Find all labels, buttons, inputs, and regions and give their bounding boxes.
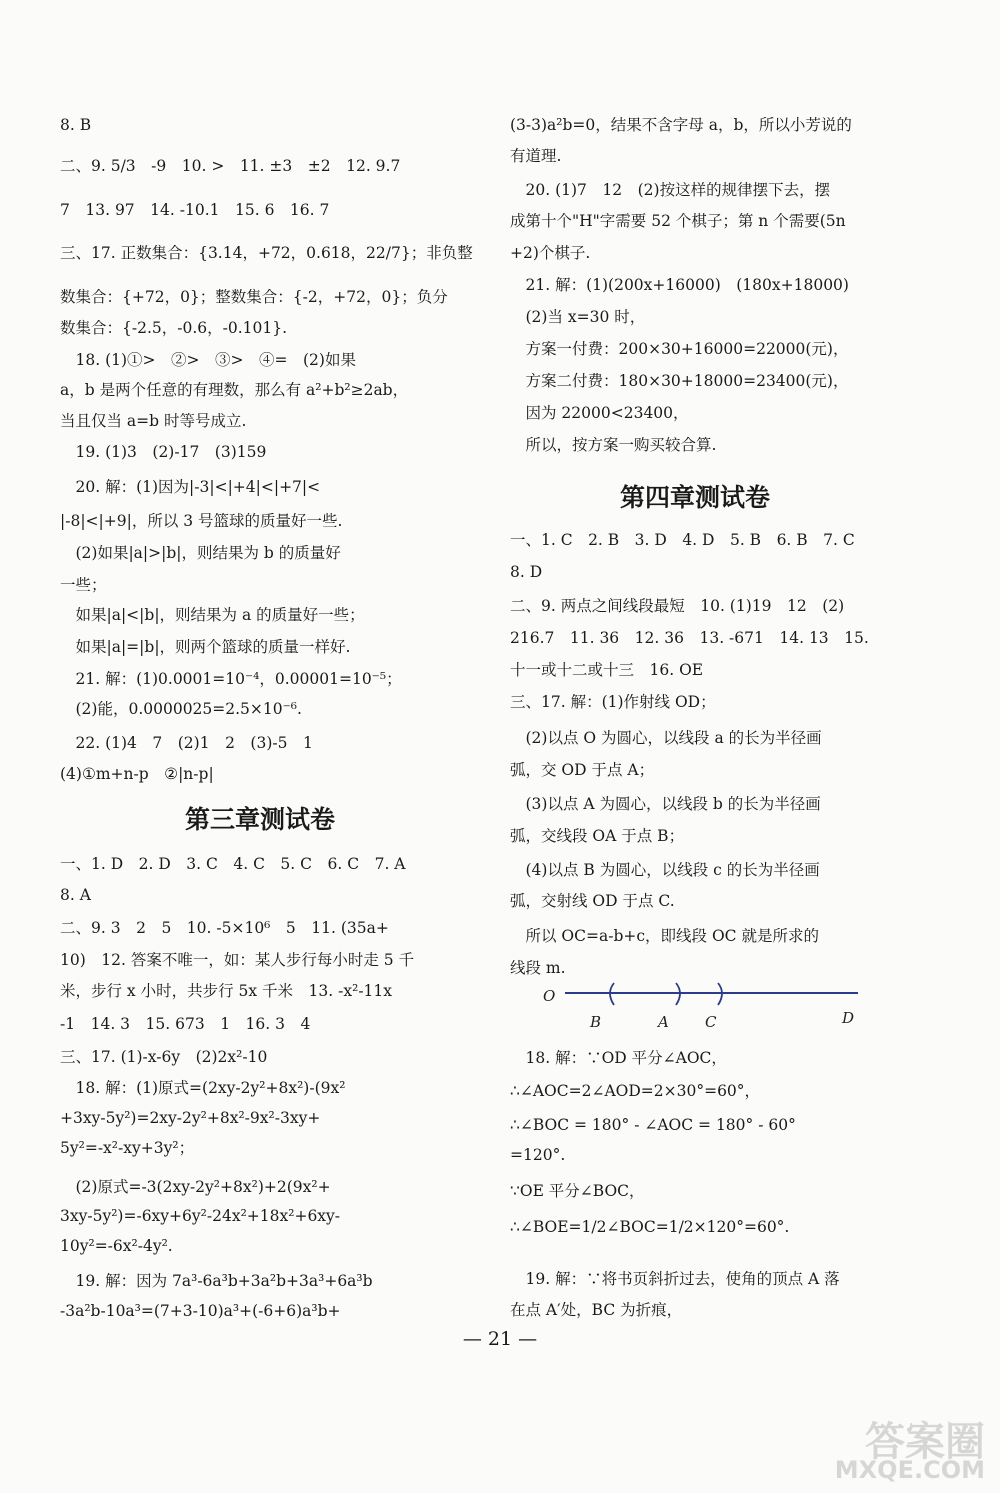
right-line: 十一或十二或十三 16. OE xyxy=(510,661,704,679)
right-line: 所以，按方案一购买较合算. xyxy=(510,436,717,454)
right-line: 21. 解：(1)(200x+16000) (180x+18000) xyxy=(510,276,849,294)
left-line: 二、9. 5/3 -9 10. > 11. ±3 ±2 12. 9.7 xyxy=(60,157,401,175)
watermark-logo xyxy=(795,1410,995,1490)
left-line: 米，步行 x 小时，共步行 5x 千米 13. -x²-11x xyxy=(60,982,393,1000)
page-number: — 21 — xyxy=(462,1328,538,1350)
chapter3-title: 第三章测试卷 xyxy=(185,805,336,834)
left-line: 3xy-5y²)=-6xy+6y²-24x²+18x²+6xy- xyxy=(60,1207,341,1225)
right-line: 方案二付费：180×30+18000=23400(元)， xyxy=(510,372,849,390)
right-line: 二、9. 两点之间线段最短 10. (1)19 12 (2) xyxy=(510,597,845,615)
right-line: =120°. xyxy=(510,1146,566,1164)
right-line: 19. 解：∵将书页斜折过去，使角的顶点 A 落 xyxy=(510,1270,840,1288)
right-line: 8. D xyxy=(510,563,543,581)
left-line: 5y²=-x²-xy+3y²； xyxy=(60,1139,195,1157)
left-line: 三、17. (1)-x-6y (2)2x²-10 xyxy=(60,1048,268,1066)
left-line: 7 13. 97 14. -10.1 15. 6 16. 7 xyxy=(60,201,330,219)
segment-figure xyxy=(540,975,870,1035)
right-line: 弧，交 OD 于点 A； xyxy=(510,761,655,779)
left-line: 22. (1)4 7 (2)1 2 (3)-5 1 xyxy=(60,734,313,752)
right-line: 方案一付费：200×30+16000=22000(元)， xyxy=(510,340,849,358)
left-line: 当且仅当 a=b 时等号成立. xyxy=(60,412,247,430)
left-line: a，b 是两个任意的有理数，那么有 a²+b²≥2ab， xyxy=(60,381,409,399)
left-line: 8. B xyxy=(60,116,92,134)
left-line: 二、9. 3 2 5 10. -5×10⁶ 5 11. (35a+ xyxy=(60,919,389,937)
right-line: 20. (1)7 12 (2)按这样的规律摆下去，摆 xyxy=(510,181,831,199)
right-line: (3)以点 A 为圆心，以线段 b 的长为半径画 xyxy=(510,795,821,813)
chapter4-title: 第四章测试卷 xyxy=(620,483,771,512)
left-line: 一些； xyxy=(60,576,107,594)
left-line: 数集合：{-2.5，-0.6，-0.101}. xyxy=(60,319,288,337)
left-line: 18. 解：(1)原式=(2xy-2y²+8x²)-(9x² xyxy=(60,1079,346,1097)
right-line: 所以 OC=a-b+c，即线段 OC 就是所求的 xyxy=(510,927,819,945)
right-line: 成第十个"H"字需要 52 个棋子；第 n 个需要(5n xyxy=(510,212,846,230)
left-line: (4)①m+n-p ②|n-p| xyxy=(60,765,214,783)
right-line: ∵OE 平分∠BOC， xyxy=(510,1182,645,1200)
left-line: 19. (1)3 (2)-17 (3)159 xyxy=(60,443,267,461)
right-line: ∴∠BOE=1/2∠BOC=1/2×120°=60°. xyxy=(510,1218,790,1236)
left-line: -3a²b-10a³=(7+3-10)a³+(-6+6)a³b+ xyxy=(60,1302,341,1320)
right-line: 线段 m. xyxy=(510,959,566,977)
label-b: B xyxy=(590,1013,602,1031)
left-line: (2)原式=-3(2xy-2y²+8x²)+2(9x²+ xyxy=(60,1178,331,1196)
right-line: (4)以点 B 为圆心，以线段 c 的长为半径画 xyxy=(510,861,820,879)
left-line: 数集合：{+72，0}；整数集合：{-2，+72，0}；负分 xyxy=(60,288,448,306)
watermark-text-en: MXQE.COM xyxy=(834,1456,985,1484)
right-line: ∴∠BOC = 180° - ∠AOC = 180° - 60° xyxy=(510,1116,796,1134)
right-line: (2)当 x=30 时， xyxy=(510,308,646,326)
right-line: (3-3)a²b=0，结果不含字母 a，b，所以小芳说的 xyxy=(510,116,852,134)
left-line: (2)如果|a|>|b|，则结果为 b 的质量好 xyxy=(60,544,341,562)
left-line: 19. 解：因为 7a³-6a³b+3a²b+3a³+6a³b xyxy=(60,1272,373,1290)
label-a: A xyxy=(658,1013,669,1031)
right-line: (2)以点 O 为圆心，以线段 a 的长为半径画 xyxy=(510,729,822,747)
label-c: C xyxy=(705,1013,717,1031)
left-line: +3xy-5y²)=2xy-2y²+8x²-9x²-3xy+ xyxy=(60,1109,321,1127)
right-line: 弧，交射线 OD 于点 C. xyxy=(510,892,675,910)
left-line: 一、1. D 2. D 3. C 4. C 5. C 6. C 7. A xyxy=(60,855,406,873)
right-line: 216.7 11. 36 12. 36 13. -671 14. 13 15. xyxy=(510,629,869,647)
left-line: 18. (1)①> ②> ③> ④= (2)如果 xyxy=(60,351,356,369)
left-line: 8. A xyxy=(60,886,91,904)
left-line: 10y²=-6x²-4y². xyxy=(60,1237,173,1255)
watermark-text-cn: 答案圈 xyxy=(865,1419,985,1465)
left-line: 20. 解：(1)因为|-3|<|+4|<|+7|< xyxy=(60,478,321,496)
right-line: +2)个棋子. xyxy=(510,244,591,262)
right-line: ∴∠AOC=2∠AOD=2×30°=60°， xyxy=(510,1082,761,1100)
left-line: 如果|a|<|b|，则结果为 a 的质量好一些； xyxy=(60,606,365,624)
label-o: O xyxy=(543,987,556,1005)
right-line: 18. 解：∵OD 平分∠AOC， xyxy=(510,1049,727,1067)
left-line: 三、17. 正数集合：{3.14，+72，0.618，22/7}；非负整 xyxy=(60,244,473,262)
right-line: 弧，交线段 OA 于点 B； xyxy=(510,827,685,845)
right-line: 一、1. C 2. B 3. D 4. D 5. B 6. B 7. C xyxy=(510,531,855,549)
right-line: 三、17. 解：(1)作射线 OD； xyxy=(510,693,716,711)
left-line: 21. 解：(1)0.0001=10⁻⁴，0.00001=10⁻⁵； xyxy=(60,670,402,688)
right-line: 因为 22000<23400， xyxy=(510,404,689,422)
right-line: 在点 A′处，BC 为折痕， xyxy=(510,1301,683,1319)
right-line: 有道理. xyxy=(510,147,562,165)
left-line: -1 14. 3 15. 673 1 16. 3 4 xyxy=(60,1015,311,1033)
left-line: 如果|a|=|b|，则两个篮球的质量一样好. xyxy=(60,638,351,656)
left-line: |-8|<|+9|，所以 3 号篮球的质量好一些. xyxy=(60,512,343,530)
left-line: (2)能，0.0000025=2.5×10⁻⁶. xyxy=(60,700,302,718)
left-line: 10) 12. 答案不唯一，如：某人步行每小时走 5 千 xyxy=(60,951,415,969)
label-d: D xyxy=(842,1009,855,1027)
